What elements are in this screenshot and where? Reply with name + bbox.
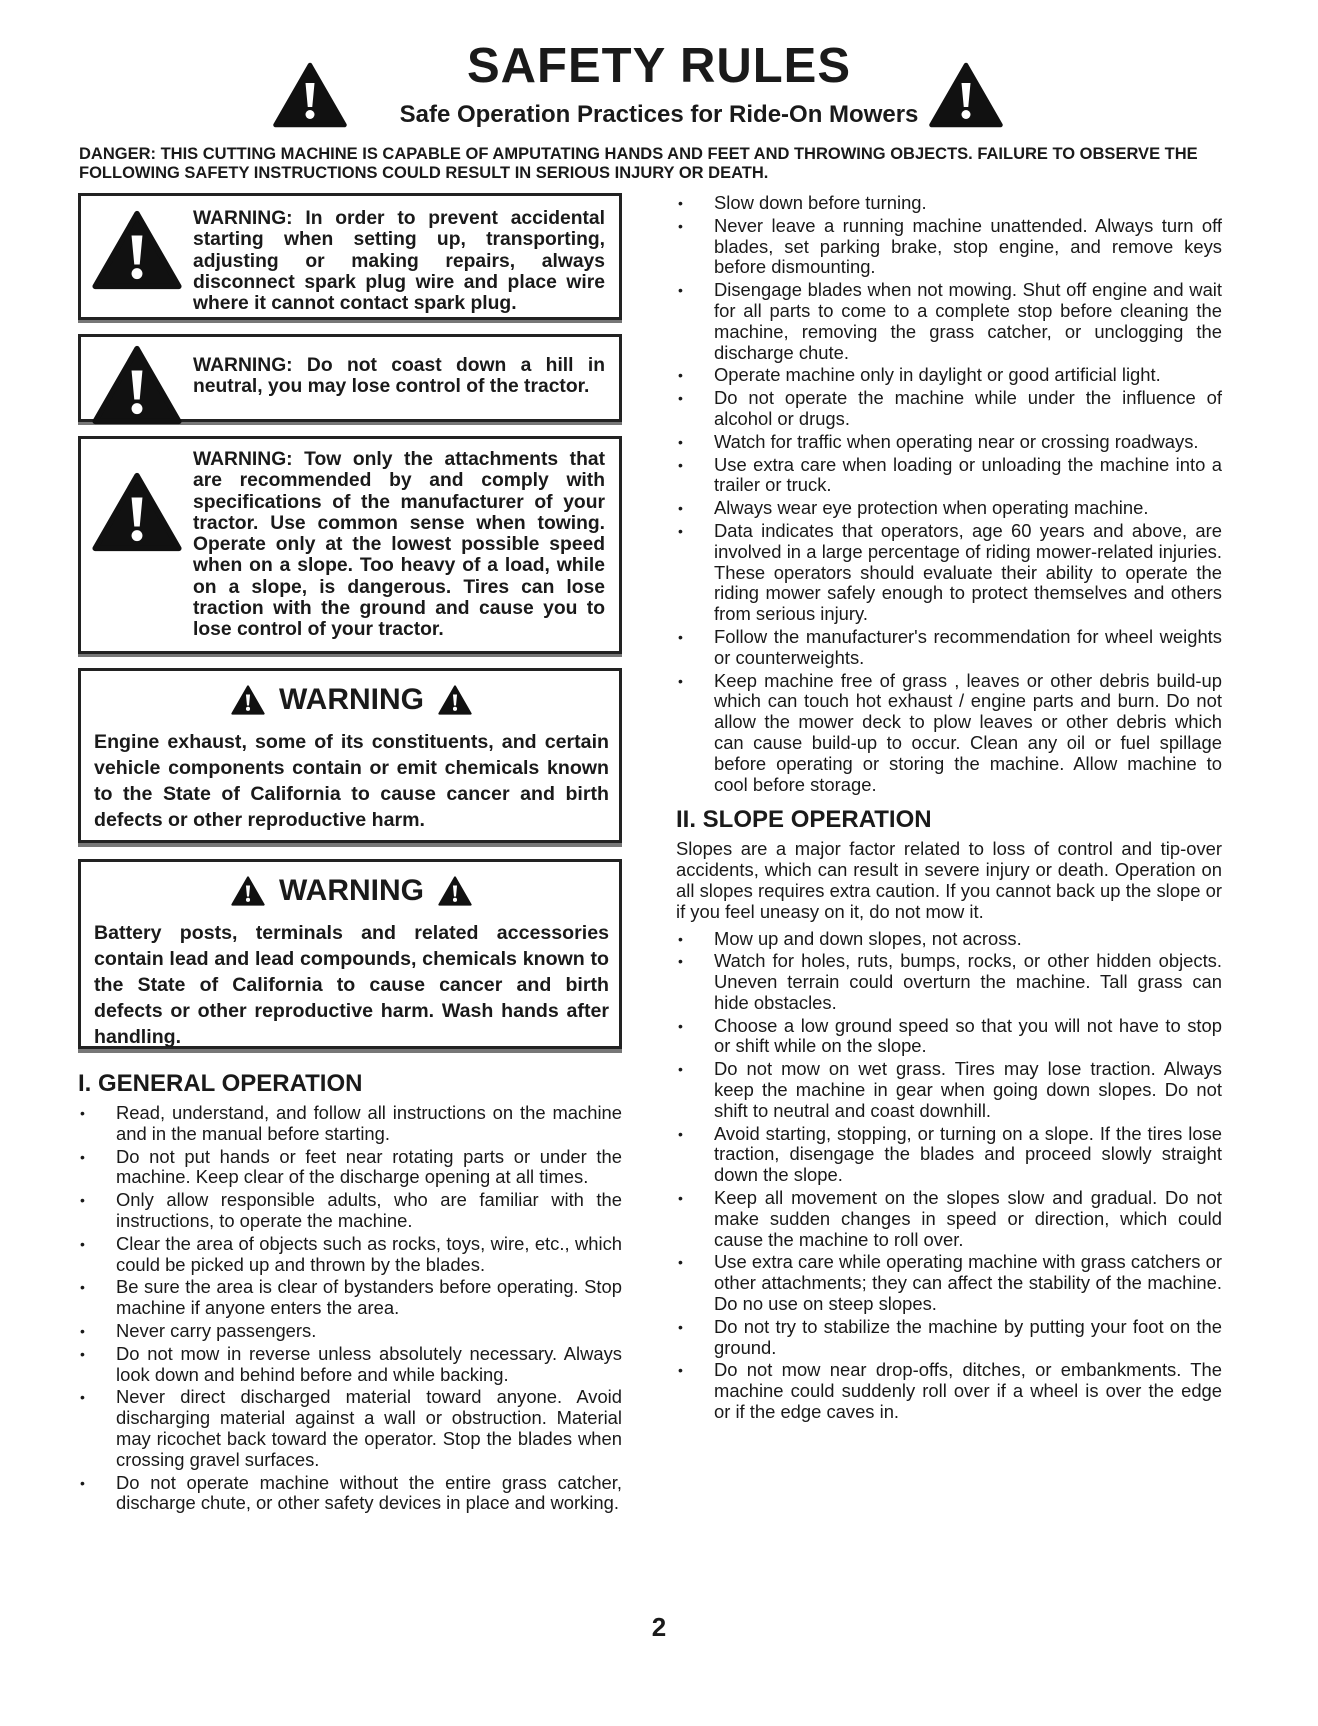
warning-text: Battery posts, terminals and related accessories contain lead and lead compounds, chemicals known to the State of California to cause cancer and birth defects or other reproductive harm. Wash hands after handling. [94, 922, 609, 1048]
list-item: • Choose a low ground speed so that you will not have to stop or shift while on the slope. [676, 1016, 1222, 1058]
list-item: • Avoid starting, stopping, or turning on a slope. If the tires lose traction, disengage the blades and proceed slowly straight down the slope. [676, 1124, 1222, 1186]
warning-text: WARNING: Tow only the attachments that are recommended by and comply with specifications of the manufacturer of your tractor. Use common sense when towing. Operate only at the lowest possible speed when on a slope. Too heavy of a load, while on a slope, is dangerous. Tires can lose traction with the ground and cause you to lose control of your tractor. [193, 449, 605, 641]
section-heading-general: I. GENERAL OPERATION [78, 1070, 363, 1097]
list-item: • Mow up and down slopes, not across. [676, 929, 1222, 950]
page-number: 2 [651, 1612, 667, 1642]
list-item: • Never leave a running machine unattended. Always turn off blades, set parking brake, stop engine, and remove keys before dismounting. [676, 216, 1222, 278]
warning-heading-label: WARNING [279, 683, 424, 716]
prop65-warning-box [78, 859, 622, 1049]
warning-heading [94, 685, 609, 715]
warning-heading [94, 876, 609, 906]
warning-text: WARNING: In order to prevent accidental starting when setting up, transporting, adjusting or making repairs, always disconnect spark plug wire and place wire where it cannot contact spark plug. [193, 208, 605, 315]
warning-triangle-icon [91, 345, 183, 425]
warning-triangle-icon [438, 685, 472, 715]
general-operation-list-continued [676, 193, 1222, 795]
prop65-warning-box [78, 668, 622, 843]
page-subtitle: Safe Operation Practices for Ride-On Mowers [399, 101, 919, 128]
list-item: • Do not operate the machine while under the influence of alcohol or drugs. [676, 388, 1222, 430]
warning-triangle-icon [438, 876, 472, 906]
warning-triangle-icon [91, 210, 183, 290]
general-operation-list [78, 1103, 622, 1514]
right-column [676, 193, 1222, 1425]
list-item: • Be sure the area is clear of bystanders before operating. Stop machine if anyone enters the area. [78, 1277, 622, 1319]
list-item: • Only allow responsible adults, who are familiar with the instructions, to operate the machine. [78, 1190, 622, 1232]
list-item: • Do not operate machine without the entire grass catcher, discharge chute, or other safety devices in place and working. [78, 1473, 622, 1515]
warning-heading-label: WARNING [279, 874, 424, 907]
list-item: • Do not try to stabilize the machine by putting your foot on the ground. [676, 1317, 1222, 1359]
list-item: • Clear the area of objects such as rocks, toys, wire, etc., which could be picked up and thrown by the blades. [78, 1234, 622, 1276]
warning-triangle-icon [231, 876, 265, 906]
list-item: • Follow the manufacturer's recommendation for wheel weights or counterweights. [676, 627, 1222, 669]
list-item: • Slow down before turning. [676, 193, 1222, 214]
warning-text: WARNING: Do not coast down a hill in neutral, you may lose control of the tractor. [193, 355, 605, 398]
warning-triangle-icon [91, 472, 183, 552]
warning-box [78, 436, 622, 654]
list-item: • Do not put hands or feet near rotating parts or under the machine. Keep clear of the discharge opening at all times. [78, 1147, 622, 1189]
page-title: SAFETY RULES [466, 39, 852, 93]
list-item: • Watch for traffic when operating near or crossing roadways. [676, 432, 1222, 453]
list-item: • Watch for holes, ruts, bumps, rocks, or other hidden objects. Uneven terrain could overturn the machine. Tall grass can hide obstacles. [676, 951, 1222, 1013]
list-item: • Disengage blades when not mowing. Shut off engine and wait for all parts to come to a complete stop before cleaning the machine, removing the grass catcher, or unclogging the discharge chute. [676, 280, 1222, 363]
warning-text: Engine exhaust, some of its constituents, and certain vehicle components contain or emit chemicals known to the State of California to cause cancer and birth defects or other reproductive harm. [94, 731, 609, 831]
list-item: • Do not mow on wet grass. Tires may lose traction. Always keep the machine in gear when going down slopes. Do not shift to neutral and coast downhill. [676, 1059, 1222, 1121]
list-item: • Use extra care while operating machine with grass catchers or other attachments; they can affect the stability of the machine. Do no use on steep slopes. [676, 1252, 1222, 1314]
list-item: • Do not mow near drop-offs, ditches, or embankments. The machine could suddenly roll over if a wheel is over the edge or if the edge caves in. [676, 1360, 1222, 1422]
list-item: • Use extra care when loading or unloading the machine into a trailer or truck. [676, 455, 1222, 497]
list-item: • Always wear eye protection when operating machine. [676, 498, 1222, 519]
warning-box [78, 334, 622, 422]
list-item: • Never direct discharged material toward anyone. Avoid discharging material against a wall or obstruction. Material may ricochet back toward the operator. Stop the blades when crossing gravel surfaces. [78, 1387, 622, 1470]
warning-box [78, 193, 622, 320]
list-item: • Data indicates that operators, age 60 years and above, are involved in a large percentage of riding mower-related injuries. These operators should evaluate their ability to operate the riding mower safely enough to protect themselves and others from serious injury. [676, 521, 1222, 625]
left-column [78, 193, 622, 1516]
slope-intro: Slopes are a major factor related to loss of control and tip-over accidents, which can result in severe injury or death. Operation on all slopes requires extra caution. If you cannot back up the slope or if you feel uneasy on it, do not mow it. [676, 838, 1222, 922]
list-item: • Read, understand, and follow all instructions on the machine and in the manual before starting. [78, 1103, 622, 1145]
list-item: • Keep all movement on the slopes slow and gradual. Do not make sudden changes in speed or direction, which could cause the machine to roll over. [676, 1188, 1222, 1250]
warning-triangle-icon [231, 685, 265, 715]
danger-statement: DANGER: THIS CUTTING MACHINE IS CAPABLE OF AMPUTATING HANDS AND FEET AND THROWING OBJECTS. FAILURE TO OBSERVE THE FOLLOWING SAFETY INSTRUCTIONS COULD RESULT IN SERIOUS INJURY OR DEATH. [79, 145, 1198, 182]
list-item: • Do not mow in reverse unless absolutely necessary. Always look down and behind before and while backing. [78, 1344, 622, 1386]
slope-operation-list [676, 929, 1222, 1423]
list-item: • Keep machine free of grass , leaves or other debris build-up which can touch hot exhaust / engine parts and burn. Do not allow the mower deck to plow leaves or other debris which can cause build-up to occur. Clean any oil or fuel spillage before operating or storing the machine. Allow machine to cool before storage. [676, 671, 1222, 796]
list-item: • Never carry passengers. [78, 1321, 622, 1342]
section-heading-slope: II. SLOPE OPERATION [676, 806, 932, 834]
list-item: • Operate machine only in daylight or good artificial light. [676, 365, 1222, 386]
